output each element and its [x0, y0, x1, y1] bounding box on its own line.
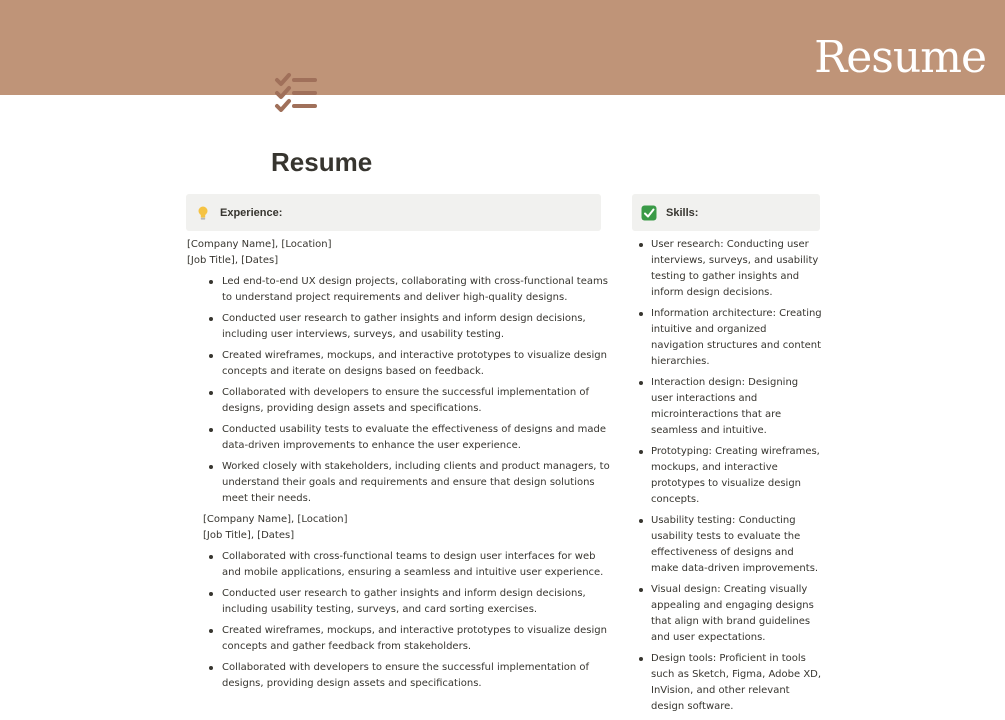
list-item: Created wireframes, mockups, and interactive prototypes to visualize design concepts and gather feedback from stakeholders. [222, 623, 612, 655]
experience-heading: Experience: [220, 206, 283, 219]
list-item: User research: Conducting user interviews, surveys, and usability testing to gather insights and inform design decisions. [651, 237, 822, 301]
cover-banner [0, 0, 1005, 95]
list-item: Collaborated with developers to ensure the successful implementation of designs, providing design assets and specifications. [222, 385, 612, 417]
job-company: [Company Name], [Location] [203, 514, 348, 525]
list-item: Collaborated with cross-functional teams to design user interfaces for web and mobile applications, ensuring a seamless and intuitive user experience. [222, 549, 612, 581]
page-title: Resume [271, 147, 373, 177]
list-item: Conducted user research to gather insights and inform design decisions, including usability testing, surveys, and card sorting exercises. [222, 586, 612, 618]
job-title: [Job Title], [Dates] [203, 530, 295, 541]
job-bullet-list [187, 549, 612, 692]
job-bullet-list [187, 274, 612, 507]
job-title: [Job Title], [Dates] [187, 255, 279, 266]
list-item: Conducted usability tests to evaluate the effectiveness of designs and made data-driven improvements to enhance the user experience. [222, 422, 612, 454]
skills-heading: Skills: [666, 206, 699, 219]
experience-callout [186, 194, 601, 231]
list-item: Usability testing: Conducting usability tests to evaluate the effectiveness of designs and make data-driven improvements. [651, 513, 822, 577]
experience-section [187, 237, 612, 697]
list-item: Worked closely with stakeholders, including clients and product managers, to understand their goals and requirements and ensure that design solutions meet their needs. [222, 459, 612, 507]
list-item: Design tools: Proficient in tools such as Sketch, Figma, Adobe XD, InVision, and other relevant design software. [651, 651, 822, 715]
list-item: Information architecture: Creating intuitive and organized navigation structures and content hierarchies. [651, 306, 822, 370]
list-item: Created wireframes, mockups, and interactive prototypes to visualize design concepts and iterate on designs based on feedback. [222, 348, 612, 380]
list-item: Interaction design: Designing user interactions and microinteractions that are seamless and intuitive. [651, 375, 822, 439]
cover-title: Resume [814, 32, 986, 83]
job-company: [Company Name], [Location] [187, 239, 332, 250]
skills-callout [632, 194, 820, 231]
list-item: Conducted user research to gather insights and inform design decisions, including user interviews, surveys, and usability testing. [222, 311, 612, 343]
list-item: Prototyping: Creating wireframes, mockups, and interactive prototypes to visualize design concepts. [651, 444, 822, 508]
list-item: Led end-to-end UX design projects, collaborating with cross-functional teams to understand project requirements and deliver high-quality designs. [222, 274, 612, 306]
list-item: Collaborated with developers to ensure the successful implementation of designs, providing design assets and specifications. [222, 660, 612, 692]
list-item: Visual design: Creating visually appealing and engaging designs that align with brand guidelines and user expectations. [651, 582, 822, 646]
lightbulb-icon [195, 205, 211, 221]
skills-section [632, 237, 822, 720]
check-box-icon [641, 205, 657, 221]
skills-list [632, 237, 822, 715]
checklist-icon[interactable] [274, 72, 318, 112]
